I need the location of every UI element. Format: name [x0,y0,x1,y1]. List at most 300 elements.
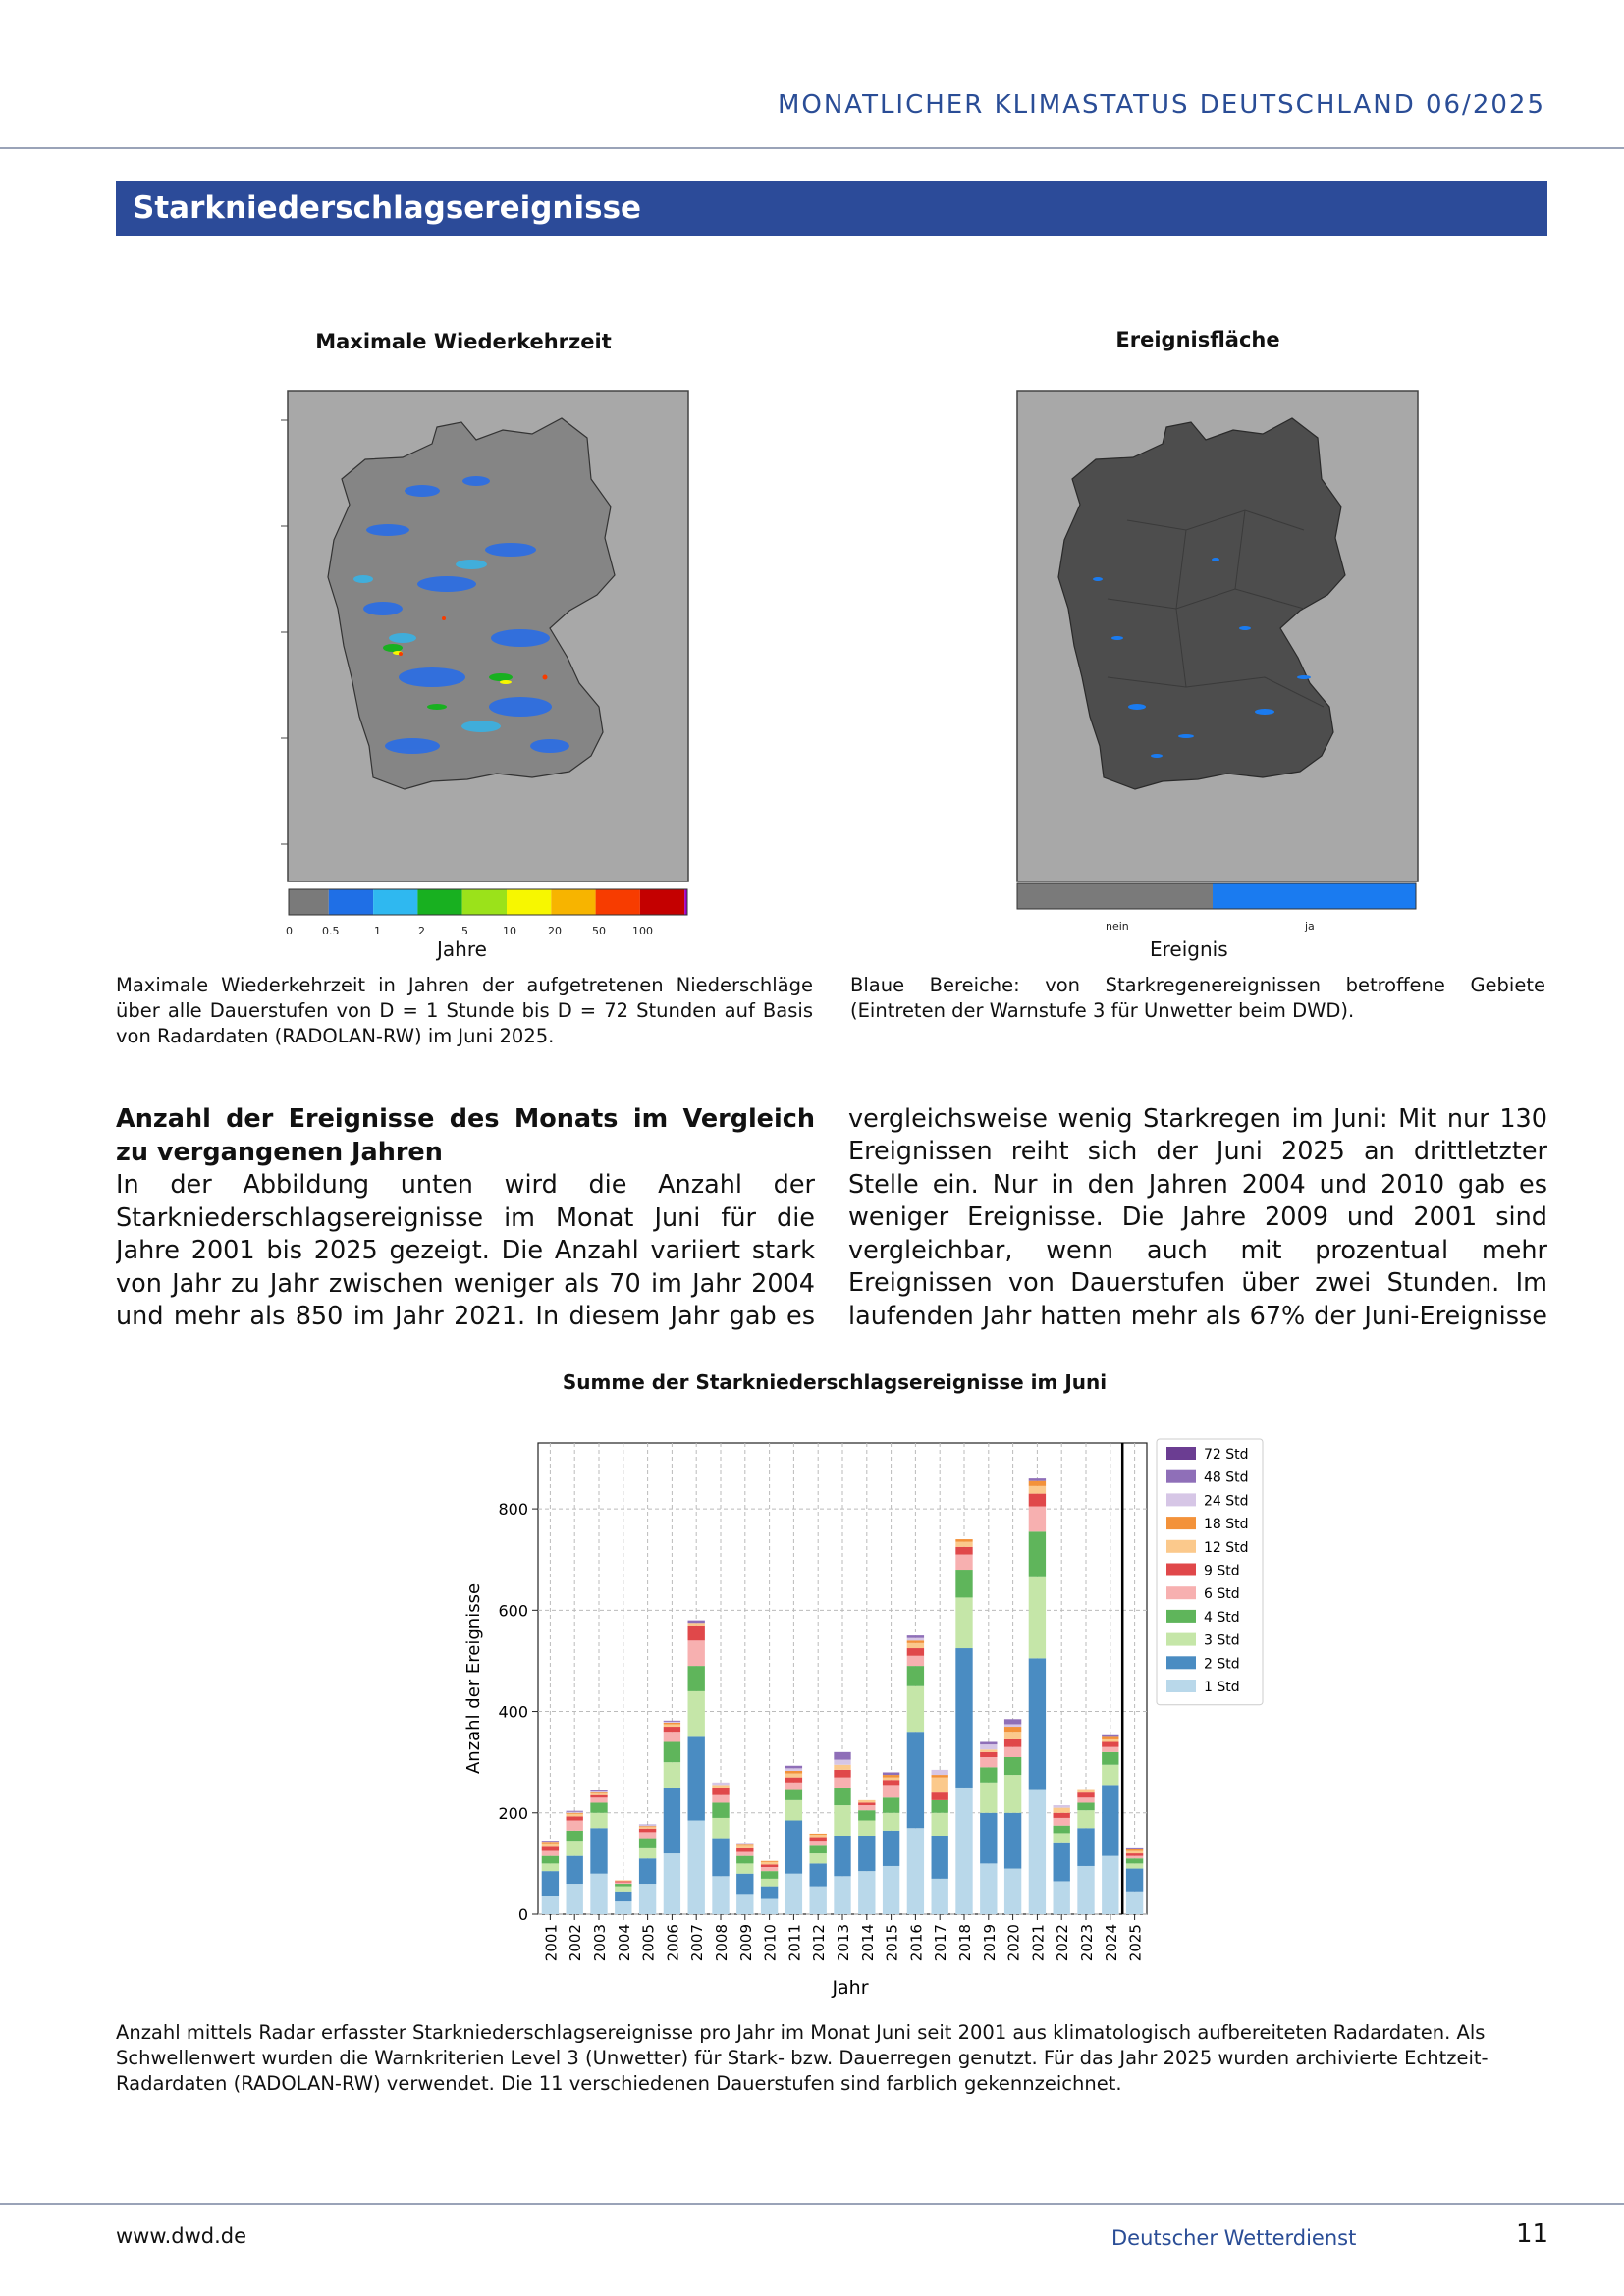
legend-label: 1 Std [1204,1680,1240,1695]
bar-segment-2002-3-Std [567,1841,583,1855]
bar-segment-2011-2-Std [785,1821,802,1874]
bar-segment-2024-3-Std [1102,1765,1118,1786]
bar-segment-2017-3-Std [932,1813,948,1836]
bar-segment-2013-48-Std [834,1752,850,1760]
bar-segment-2008-9-Std [712,1788,729,1795]
footer-divider [0,2203,1624,2205]
x-tick-label: 2013 [835,1924,852,1962]
x-tick-label: 2022 [1054,1924,1072,1962]
article-heading: Anzahl der Ereignisse des Monats im Vergleich zu vergangenen Jahren [116,1104,815,1167]
bar-segment-2017-12-Std [932,1778,948,1792]
bar-segment-2013-12-Std [834,1765,850,1770]
bar-segment-2005-12-Std [639,1827,656,1829]
bar-segment-2013-3-Std [834,1805,850,1836]
bar-segment-2002-48-Std [567,1811,583,1812]
bar-segment-2014-4-Std [858,1810,875,1820]
bar-segment-2025-1-Std [1126,1892,1143,1914]
chart-xlabel: Jahr [832,1977,869,1999]
cb-tick: 0 [286,925,293,937]
legend-swatch [1166,1564,1196,1576]
bar-segment-2017-24-Std [932,1770,948,1775]
x-tick-label: 2005 [639,1924,658,1962]
bar-segment-2008-24-Std [712,1783,729,1786]
x-tick-label: 2015 [883,1924,901,1962]
bar-segment-2013-9-Std [834,1770,850,1778]
bar-segment-2007-12-Std [688,1623,705,1626]
bar-segment-2019-1-Std [980,1863,997,1914]
bar-segment-2023-9-Std [1077,1792,1094,1797]
page-number: 11 [1516,2219,1549,2249]
bar-segment-2012-12-Std [810,1835,827,1838]
bar-segment-2005-2-Std [639,1858,656,1884]
cb-tick: 5 [461,925,468,937]
bar-segment-2014-9-Std [858,1802,875,1805]
bar-segment-2016-48-Std [907,1635,924,1638]
bar-segment-2009-1-Std [736,1894,753,1914]
bar-segment-2003-1-Std [590,1874,607,1914]
bar-segment-2001-18-Std [542,1842,559,1844]
bar-segment-2016-12-Std [907,1643,924,1648]
bar-segment-2021-4-Std [1029,1531,1046,1576]
event-colorbar [1017,883,1416,909]
bar-segment-2012-9-Std [810,1838,827,1842]
bar-segment-2022-6-Std [1054,1818,1070,1826]
section-title: Starkniederschlagsereignisse [133,190,642,226]
y-tick-label: 0 [517,1905,528,1924]
bar-segment-2009-2-Std [736,1874,753,1895]
bar-segment-2022-4-Std [1054,1826,1070,1834]
map-left-legend-label: Jahre [437,937,487,961]
bar-segment-2004-12-Std [615,1880,631,1881]
bar-segment-2002-24-Std [567,1812,583,1813]
map-right-caption: Blaue Bereiche: von Starkregenereignissen betroffene Gebiete (Eintreten der Warnstufe 3 für Unwetter beim DWD). [850,974,1545,1022]
x-tick-label: 2011 [785,1924,804,1962]
cb-tick-nein: nein [1106,920,1129,933]
bar-segment-2022-24-Std [1054,1805,1070,1808]
bar-segment-2013-6-Std [834,1778,850,1788]
bar-segment-2020-1-Std [1004,1869,1021,1914]
bar-segment-2006-24-Std [664,1722,680,1723]
bar-segment-2025-9-Std [1126,1853,1143,1856]
bar-segment-2023-1-Std [1077,1866,1094,1914]
y-tick-label: 400 [498,1702,528,1722]
bar-segment-2015-12-Std [883,1778,899,1781]
bar-segment-2025-12-Std [1126,1850,1143,1853]
bar-segment-2004-4-Std [615,1884,631,1887]
bar-segment-2015-3-Std [883,1813,899,1831]
bar-segment-2009-12-Std [736,1845,753,1848]
x-tick-label: 2018 [956,1924,974,1962]
cb-tick: 10 [503,925,516,937]
bar-segment-2003-4-Std [590,1802,607,1812]
bar-segment-2008-4-Std [712,1802,729,1817]
bar-segment-2020-3-Std [1004,1775,1021,1813]
bar-segment-2001-3-Std [542,1863,559,1871]
x-tick-label: 2020 [1004,1924,1023,1962]
bar-segment-2023-2-Std [1077,1828,1094,1866]
bar-segment-2021-2-Std [1029,1658,1046,1789]
bar-segment-2010-4-Std [761,1871,778,1879]
legend-swatch [1166,1680,1196,1692]
bar-segment-2008-6-Std [712,1795,729,1803]
article-text: In der Abbildung unten wird die Anzahl der Starkniederschlagsereignisse im Monat Juni für die Jahre 2001 bis 2025 gezeigt. Die Anzahl variiert stark von Jahr zu Jahr zwischen weniger als 70 im Jahr 2004 und mehr als 850 im Jahr 2021. In diesem Jahr gab es [116,1170,815,1331]
x-tick-label: 2004 [615,1924,633,1962]
bar-segment-2018-3-Std [955,1597,972,1648]
bar-segment-2018-9-Std [955,1547,972,1555]
bar-segment-2009-6-Std [736,1852,753,1856]
bar-segment-2016-24-Std [907,1638,924,1641]
bar-segment-2003-48-Std [590,1790,607,1791]
footer-org: Deutscher Wetterdienst [1111,2226,1357,2250]
cb-tick: 0.5 [322,925,340,937]
x-tick-label: 2016 [907,1924,926,1962]
legend-label: 72 Std [1204,1447,1249,1463]
bar-segment-2003-2-Std [590,1828,607,1873]
x-tick-label: 2007 [688,1924,707,1962]
bar-segment-2020-9-Std [1004,1739,1021,1747]
bar-segment-2002-2-Std [567,1856,583,1884]
bar-segment-2001-9-Std [542,1846,559,1850]
bar-segment-2020-4-Std [1004,1757,1021,1775]
bar-segment-2009-4-Std [736,1856,753,1864]
chart-caption: Anzahl mittels Radar erfasster Starkniederschlagsereignisse pro Jahr im Monat Juni seit 2001 aus klimatologisch aufbereiteten Radardaten. Als Schwellenwert wurden die Warnkriterien Level 3 (Unwetter) für Stark- bzw. Dauerregen genutzt. Für das Jahr 2025 wurden archivierte Echtzeit-Radardaten (RADOLAN-RW) verwendet. Die 11 verschiedenen Dauerstufen sind farblich gekennzeichnet. [116,2021,1489,2095]
legend-label: 9 Std [1204,1563,1240,1579]
bar-segment-2018-2-Std [955,1648,972,1788]
return-period-colorbar [289,889,687,915]
bar-segment-2020-12-Std [1004,1732,1021,1739]
legend-swatch [1166,1586,1196,1599]
bar-segment-2005-18-Std [639,1826,656,1827]
bar-segment-2024-48-Std [1102,1735,1118,1737]
map-left-caption: Maximale Wiederkehrzeit in Jahren der aufgetretenen Niederschläge über alle Dauerstufen von D = 1 Stunde bis D = 72 Stunden auf Basis von Radardaten (RADOLAN-RW) im Juni 2025. [116,974,813,1047]
bar-segment-2004-3-Std [615,1887,631,1892]
y-tick-label: 800 [498,1500,528,1520]
bar-segment-2014-1-Std [858,1871,875,1914]
bar-segment-2012-18-Std [810,1834,827,1835]
bar-segment-2010-2-Std [761,1887,778,1899]
bar-segment-2016-1-Std [907,1828,924,1914]
bar-segment-2024-1-Std [1102,1856,1118,1914]
bar-segment-2011-9-Std [785,1778,802,1783]
bar-segment-2011-4-Std [785,1790,802,1800]
event-area-map [1009,383,1441,923]
bar-segment-2001-6-Std [542,1850,559,1855]
bar-segment-2017-2-Std [932,1836,948,1879]
bar-segment-2003-3-Std [590,1813,607,1828]
bar-segment-2002-12-Std [567,1814,583,1817]
events-chart [452,1414,1296,2002]
bar-segment-2021-9-Std [1029,1494,1046,1507]
bar-segment-2010-6-Std [761,1867,778,1871]
bar-segment-2025-6-Std [1126,1856,1143,1859]
bar-segment-2011-3-Std [785,1800,802,1821]
bar-segment-2019-2-Std [980,1813,997,1864]
chart-title: Summe der Starkniederschlagsereignisse im Juni [562,1370,1108,1394]
legend-label: 2 Std [1204,1656,1240,1673]
legend-swatch [1166,1656,1196,1669]
bar-segment-2018-12-Std [955,1542,972,1547]
bar-segment-2005-24-Std [639,1825,656,1826]
bar-segment-2024-12-Std [1102,1739,1118,1742]
x-tick-label: 2025 [1126,1924,1145,1962]
bar-segment-2011-48-Std [785,1766,802,1769]
bar-segment-2005-9-Std [639,1829,656,1833]
footer-url[interactable]: www.dwd.de [116,2224,247,2248]
legend-swatch [1166,1447,1196,1460]
bar-segment-2012-2-Std [810,1863,827,1886]
x-tick-label: 2003 [591,1924,609,1962]
bar-segment-2009-9-Std [736,1848,753,1852]
bar-segment-2021-3-Std [1029,1577,1046,1659]
bar-segment-2023-3-Std [1077,1810,1094,1828]
bar-segment-2015-9-Std [883,1780,899,1785]
bar-segment-2014-6-Std [858,1805,875,1810]
bar-segment-2002-1-Std [567,1884,583,1914]
legend-label: 48 Std [1204,1469,1249,1486]
bar-segment-2003-6-Std [590,1797,607,1802]
bar-segment-2006-4-Std [664,1742,680,1763]
legend-swatch [1166,1633,1196,1646]
cb-tick: 50 [592,925,606,937]
bar-segment-2008-12-Std [712,1785,729,1788]
bar-segment-2015-4-Std [883,1797,899,1812]
bar-segment-2014-2-Std [858,1836,875,1871]
header-title: MONATLICHER KLIMASTATUS DEUTSCHLAND 06/2025 [777,90,1545,120]
bar-segment-2019-4-Std [980,1767,997,1782]
legend-swatch [1166,1610,1196,1623]
bar-segment-2005-1-Std [639,1884,656,1914]
bar-segment-2025-18-Std [1126,1849,1143,1851]
legend-label: 12 Std [1204,1539,1249,1556]
bar-segment-2018-18-Std [955,1539,972,1542]
bar-segment-2001-1-Std [542,1896,559,1914]
chart-ylabel: Anzahl der Ereignisse [463,1582,484,1775]
bar-segment-2007-3-Std [688,1691,705,1736]
bar-segment-2006-1-Std [664,1853,680,1914]
bar-segment-2019-9-Std [980,1752,997,1757]
legend-label: 6 Std [1204,1586,1240,1603]
x-tick-label: 2010 [761,1924,780,1962]
bar-segment-2020-2-Std [1004,1813,1021,1869]
bar-segment-2005-4-Std [639,1839,656,1848]
bar-segment-2007-6-Std [688,1640,705,1666]
bar-segment-2019-12-Std [980,1749,997,1752]
bar-segment-2012-1-Std [810,1887,827,1914]
return-period-map [275,383,707,923]
bar-segment-2015-18-Std [883,1775,899,1778]
cb-tick: 1 [374,925,381,937]
bar-segment-2010-12-Std [761,1862,778,1865]
x-tick-label: 2006 [664,1924,682,1962]
bar-segment-2024-4-Std [1102,1752,1118,1765]
bar-segment-2024-2-Std [1102,1785,1118,1855]
bar-segment-2006-3-Std [664,1762,680,1788]
legend-label: 24 Std [1204,1493,1249,1510]
article-column-1 [116,1103,815,1334]
bar-segment-2022-9-Std [1054,1813,1070,1818]
bar-segment-2013-2-Std [834,1836,850,1876]
bar-segment-2011-18-Std [785,1771,802,1774]
cb-tick-ja: ja [1305,920,1315,933]
bar-segment-2010-3-Std [761,1879,778,1887]
x-tick-label: 2002 [567,1924,585,1962]
bar-segment-2022-12-Std [1054,1808,1070,1813]
bar-segment-2015-6-Std [883,1785,899,1797]
bar-segment-2009-24-Std [736,1843,753,1844]
bar-segment-2023-12-Std [1077,1790,1094,1793]
bar-segment-2010-9-Std [761,1864,778,1867]
x-tick-label: 2012 [810,1924,829,1962]
cb-tick: 20 [548,925,562,937]
x-tick-label: 2023 [1078,1924,1096,1962]
bar-segment-2004-2-Std [615,1892,631,1901]
legend-swatch [1166,1470,1196,1483]
bar-segment-2020-18-Std [1004,1727,1021,1732]
bar-segment-2020-6-Std [1004,1747,1021,1757]
legend-swatch [1166,1493,1196,1506]
header-divider [0,147,1624,149]
x-tick-label: 2024 [1102,1924,1120,1962]
bar-segment-2001-12-Std [542,1844,559,1847]
bar-segment-2012-4-Std [810,1845,827,1853]
bar-segment-2002-18-Std [567,1813,583,1814]
bar-segment-2022-1-Std [1054,1881,1070,1914]
bar-segment-2010-18-Std [761,1861,778,1862]
bar-segment-2003-9-Std [590,1795,607,1798]
bar-segment-2017-1-Std [932,1879,948,1914]
bar-segment-2019-6-Std [980,1757,997,1767]
bar-segment-2008-1-Std [712,1876,729,1914]
bar-segment-2012-6-Std [810,1841,827,1845]
bar-segment-2005-3-Std [639,1848,656,1858]
x-tick-label: 2019 [980,1924,999,1962]
map-right-legend-label: Ereignis [1150,937,1228,961]
bar-segment-2021-1-Std [1029,1790,1046,1914]
bar-segment-2002-6-Std [567,1821,583,1831]
bar-segment-2011-24-Std [785,1768,802,1771]
bar-segment-2014-3-Std [858,1821,875,1836]
bar-segment-2009-18-Std [736,1844,753,1845]
x-tick-label: 2014 [858,1924,877,1962]
map-left-title: Maximale Wiederkehrzeit [315,330,612,353]
bar-segment-2016-4-Std [907,1666,924,1686]
bar-segment-2009-3-Std [736,1863,753,1873]
bar-segment-2025-48-Std [1126,1848,1143,1849]
bar-segment-2025-2-Std [1126,1869,1143,1892]
bar-segment-2004-9-Std [615,1881,631,1882]
bar-segment-2011-1-Std [785,1874,802,1914]
bar-segment-2010-1-Std [761,1899,778,1914]
bar-segment-2021-18-Std [1029,1481,1046,1486]
bar-segment-2017-4-Std [932,1800,948,1813]
bar-segment-2004-1-Std [615,1901,631,1914]
bar-segment-2013-1-Std [834,1876,850,1914]
legend-swatch [1166,1517,1196,1529]
legend-label: 18 Std [1204,1517,1249,1533]
y-tick-label: 200 [498,1803,528,1823]
article-column-2 [848,1103,1547,1334]
cb-tick: 2 [418,925,425,937]
bar-segment-2005-6-Std [639,1832,656,1838]
bar-segment-2003-24-Std [590,1791,607,1792]
bar-segment-2016-2-Std [907,1732,924,1828]
bar-segment-2016-3-Std [907,1686,924,1732]
bar-segment-2011-12-Std [785,1774,802,1778]
bar-segment-2020-24-Std [1004,1724,1021,1727]
bar-segment-2016-18-Std [907,1640,924,1643]
bar-segment-2007-4-Std [688,1666,705,1691]
bar-segment-2008-3-Std [712,1818,729,1839]
x-tick-label: 2009 [736,1924,755,1962]
bar-segment-2017-9-Std [932,1792,948,1800]
bar-segment-2003-12-Std [590,1793,607,1795]
map-right-title: Ereignisfläche [1115,328,1280,351]
bar-segment-2013-24-Std [834,1760,850,1765]
bar-segment-2007-2-Std [688,1736,705,1820]
bar-segment-2001-4-Std [542,1856,559,1864]
bar-segment-2006-9-Std [664,1727,680,1732]
bar-segment-2014-12-Std [858,1800,875,1803]
bar-segment-2020-48-Std [1004,1719,1021,1724]
bar-segment-2017-18-Std [932,1775,948,1778]
x-tick-label: 2017 [932,1924,950,1962]
bar-segment-2011-6-Std [785,1783,802,1790]
y-tick-label: 600 [498,1601,528,1621]
bar-segment-2024-9-Std [1102,1742,1118,1747]
bar-segment-2002-4-Std [567,1831,583,1841]
bar-segment-2006-2-Std [664,1788,680,1853]
bar-segment-2003-18-Std [590,1792,607,1793]
bar-segment-2021-12-Std [1029,1486,1046,1494]
bar-segment-2008-2-Std [712,1839,729,1877]
bar-segment-2022-2-Std [1054,1843,1070,1882]
bar-segment-2015-2-Std [883,1831,899,1866]
bar-segment-2025-3-Std [1126,1863,1143,1868]
bar-segment-2002-9-Std [567,1816,583,1820]
bar-segment-2018-1-Std [955,1788,972,1914]
bar-segment-2016-6-Std [907,1656,924,1666]
bar-segment-2005-48-Std [639,1825,656,1826]
bar-segment-2007-9-Std [688,1626,705,1640]
bar-segment-2019-3-Std [980,1783,997,1813]
bar-segment-2018-6-Std [955,1555,972,1570]
bar-segment-2023-4-Std [1077,1802,1094,1810]
bar-segment-2022-3-Std [1054,1833,1070,1842]
bar-segment-2006-18-Std [664,1723,680,1725]
bar-segment-2001-48-Std [542,1841,559,1842]
x-tick-label: 2008 [713,1924,731,1962]
bar-segment-2018-4-Std [955,1570,972,1597]
article-text-flow: vergleichsweise wenig Starkregen im Juni: Mit nur 130 Ereignissen reiht sich der Juni 2025 an drittletzter Stelle ein. Nur in den Jahren 2004 und 2010 gab es weniger Ereignisse. Die Jahre 2009 und 2001 sind vergleichbar, wenn auch mit prozentual mehr Ereignissen von Dauerstufen über zwei Stunden. Im laufenden Jahr hatten mehr als 67% der Juni-Ereignisse [848,1103,1547,1331]
bar-segment-2019-48-Std [980,1742,997,1745]
legend-label: 4 Std [1204,1609,1240,1626]
bar-segment-2021-6-Std [1029,1507,1046,1532]
bar-segment-2019-24-Std [980,1744,997,1749]
bar-segment-2012-3-Std [810,1853,827,1863]
bar-segment-2015-1-Std [883,1866,899,1914]
bar-segment-2004-6-Std [615,1882,631,1884]
legend-swatch [1166,1540,1196,1553]
bar-segment-2006-12-Std [664,1724,680,1727]
bar-segment-2024-18-Std [1102,1736,1118,1739]
bar-segment-2006-48-Std [664,1721,680,1722]
bar-segment-2006-6-Std [664,1732,680,1741]
bar-segment-2024-6-Std [1102,1747,1118,1752]
bar-segment-2007-48-Std [688,1621,705,1624]
cb-tick: 100 [632,925,653,937]
bar-segment-2023-6-Std [1077,1797,1094,1802]
bar-segment-2021-48-Std [1029,1478,1046,1481]
